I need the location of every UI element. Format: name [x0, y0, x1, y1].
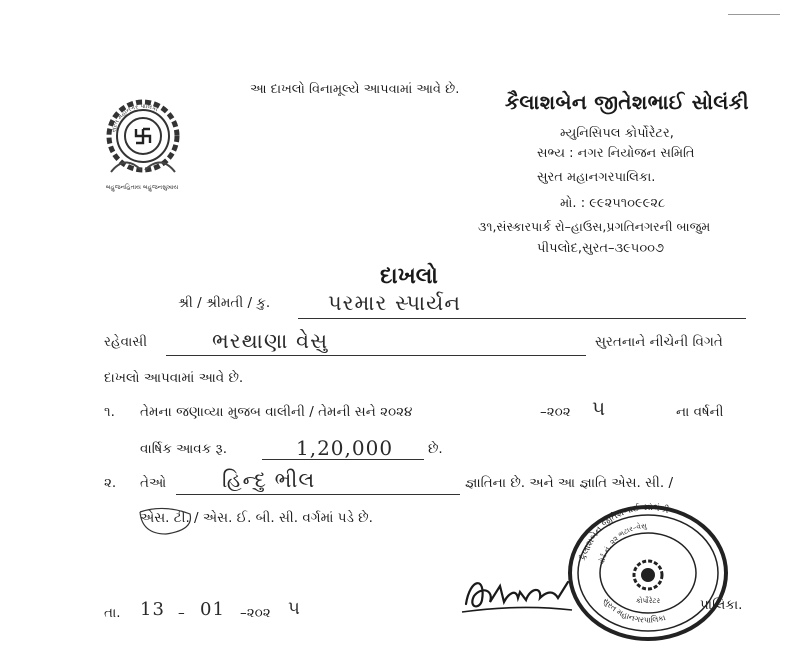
- official-stamp: [563, 503, 733, 643]
- signature-tail-text: પાલિકા.: [700, 597, 743, 613]
- free-of-charge-note: આ દાખલો વિનામૂલ્યે આપવામાં આવે છે.: [250, 82, 460, 97]
- item-1-tail: ના વર્ષની: [676, 404, 724, 420]
- municipal-corporation-logo: [95, 92, 190, 192]
- resident-value: ભરથાણા વેસુ: [212, 329, 329, 353]
- date-year-digit: ૫: [288, 598, 301, 619]
- issuer-organization: સુરત મહાનગરપાલિકા.: [537, 170, 656, 185]
- st-handwritten-circle: [136, 506, 194, 536]
- svg-text:સુરત મહાનગરપાલિકા: સુરત મહાનગરપાલિકા: [601, 596, 667, 625]
- income-label: વાર્ષિક આવક રૂ.: [140, 441, 228, 457]
- item-1-number: ૧.: [104, 404, 115, 420]
- certificate-heading: દાખલો: [380, 264, 438, 289]
- svg-text:વોર્ડ નં. ૨૨ ભટાર–વેસુ: વોર્ડ નં. ૨૨ ભટાર–વેસુ: [597, 521, 648, 566]
- income-suffix: છે.: [428, 441, 443, 457]
- issuer-address-line-1: ૩૧,સંસ્કારપાર્ક રો–હાઉસ,પ્રગતિનગરની બાજુમ: [478, 219, 711, 234]
- resident-label: રહેવાસી: [104, 334, 148, 350]
- svg-text:કૈલાશબેન જીતેશભાઈ સોલંકી: કૈલાશબેન જીતેશભાઈ સોલંકી: [579, 503, 670, 562]
- item-1-text: તેમના જણાવ્યા મુજબ વાલીની / તેમની સને ૨૦૨૪: [140, 404, 413, 420]
- caste-value: હિન્દુ ભીલ: [222, 468, 316, 492]
- item-2-prefix: તેઓ: [140, 475, 167, 491]
- issuer-address-line-2: પીપલોદ,સુરત–૩૯૫૦૦૭: [537, 241, 665, 256]
- item-1-year-digit: ૫: [592, 396, 607, 420]
- item-1-year-end: –૨૦૨: [540, 404, 571, 420]
- item-2-number: ૨.: [104, 475, 117, 491]
- handwritten-signature: [460, 568, 580, 618]
- svg-text:બહુજનહિતાય બહુજનસુખાય: બહુજનહિતાય બહુજનસુખાય: [105, 184, 179, 191]
- date-separator-1: –: [178, 605, 185, 621]
- income-value: 1,20,000: [296, 436, 394, 460]
- svg-text:કોર્પોરેટર: કોર્પોરેટર: [635, 597, 661, 605]
- date-day: 13: [140, 599, 165, 620]
- svg-text:સુરત મહાનગર પાલિકા: સુરત મહાનગર પાલિકા: [110, 102, 159, 133]
- date-label: તા.: [104, 605, 121, 621]
- caste-underline: [176, 494, 460, 495]
- resident-underline: [166, 355, 586, 356]
- name-value: પરમાર સ્પાર્યન: [328, 291, 462, 315]
- issued-line: દાખલો આપવામાં આવે છે.: [104, 370, 244, 386]
- item-2-suffix: જ્ઞાતિના છે. અને આ જ્ઞાતિ એસ. સી. /: [465, 475, 674, 491]
- resident-suffix: સુરતનાને નીચેની વિગતે: [595, 334, 723, 350]
- issuer-committee: સભ્ય : નગર નિયોજન સમિતિ: [537, 146, 695, 161]
- issuer-phone: મો. : ૯૯૨૫૧૦૯૯૨૮: [560, 196, 666, 211]
- issuer-name: કૈલાશબેન જીતેશભાઈ સોલંકી: [505, 90, 749, 114]
- date-month: 01: [200, 599, 225, 620]
- date-year-prefix: –૨૦૨: [240, 605, 271, 621]
- name-label: શ્રી / શ્રીમતી / કુ.: [178, 295, 271, 311]
- issuer-title: મ્યુનિસિપલ કોર્પોરેટર,: [560, 126, 674, 141]
- name-underline: [298, 318, 746, 319]
- scan-edge-line: [728, 14, 780, 15]
- item-2-line-2: એસ. ટી. / એસ. ઈ. બી. સી. વર્ગમાં પડે છે.: [140, 510, 373, 526]
